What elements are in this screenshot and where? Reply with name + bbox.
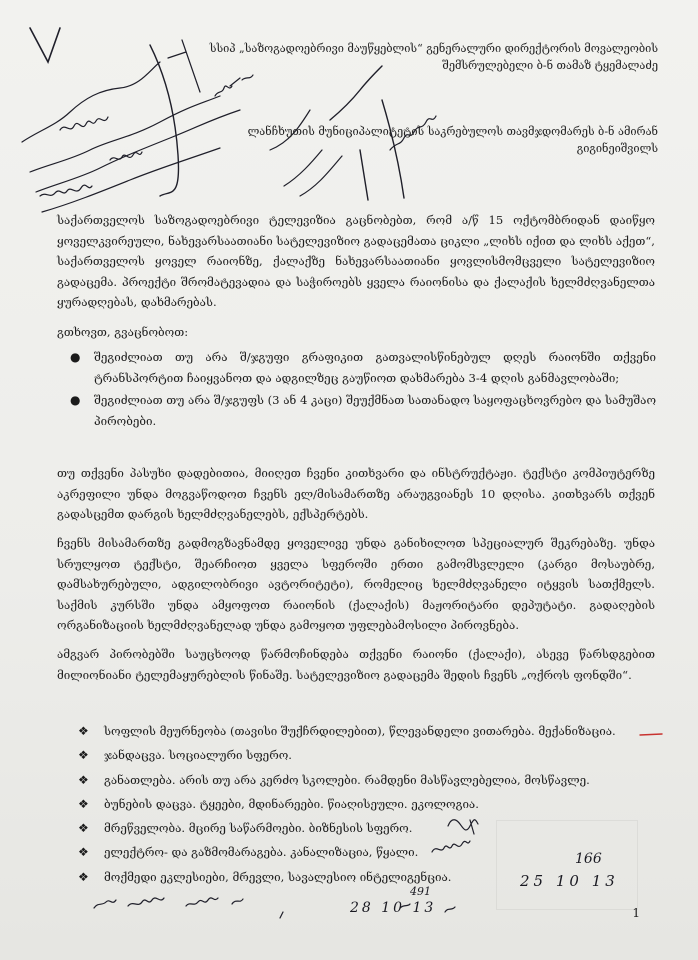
resolution-scribble-3	[40, 185, 92, 196]
resolution-line-3	[36, 110, 240, 192]
diamond-bullet-icon: ❖	[78, 845, 89, 860]
meeting-paragraph: ჩვენს მისამართზე გადმოგზავნამდე ყოველივე უნდა განიხილოთ სპეციალურ შეკრებაზე. უნდა სრულყოთ ტექსტი, შეარჩიოთ ყველა სფეროში ერთი გამომსვლელი (კარგი მოსაუბრე, დამსახურებული, ადგილობრივი ავტორიტეტი), რომელიც ხელმძღვანელი იტყვის სათქმელს. საქმის კურსში უნდა ამყოფოთ რაიონის (ქალაქის) მაჟორიტარი დეპუტატი. გადაღების ორგანიზაციის ხელმძღვანელად უნდა გამოყოთ უფლებამოსილი პიროვნება.	[57, 536, 655, 632]
greeting-line: გთხოვთ, გვაცნობოთ:	[57, 325, 189, 339]
gold-fund-paragraph: ამგვარ პირობებში საუცხოოდ წარმოჩინდება თქვენი რაიონი (ქალაქი), ასევე წარსდგებით მილიონიანი ტელემაყურებლის წინაშე. სატელევიზიო გადაცემა შედის ჩვენს „ოქროს ფონდში“.	[57, 647, 655, 682]
resolution-line-2	[30, 96, 220, 172]
resolution-line-1	[22, 62, 160, 142]
questionnaire-paragraph: თუ თქვენი პასუხი დადებითია, მიიღეთ ჩვენი კითხვარი და ინსტრუქტაჟი. ტექსტი კომპიუტერზე აკრეფილი უნდა მოგვაწოდოთ ჩვენს ელ/მისამართზე არაუგვიანეს 10 დღისა. კითხვარს თქვენ გადასცემთ დარგის ხელმძღვანელებს, ექსპერტებს.	[57, 466, 655, 521]
topic-item: ❖ ჯანდაცვა. სოციალური სფერო.	[78, 745, 638, 769]
bullet-icon: ●	[70, 393, 81, 407]
signature-number: 491	[410, 885, 431, 898]
list-item: ● შეგიძლიათ თუ არა შ/ჯგუფს (3 ან 4 კაცი) შეუქმნათ სათანადო საყოფაცხოვრებო და სამუშაო პირობები.	[64, 390, 656, 431]
topic-item: ❖ მოქმედი ეკლესიები, მრევლი, სავალესიო ინტელიგენცია.	[78, 867, 638, 891]
resolution-scribble-2	[110, 152, 142, 160]
diamond-bullet-icon: ❖	[78, 796, 89, 811]
topic-item: ❖ სოფლის მეურნეობა (თავისი შუქჩრდილებით), წლევანდელი ვითარება. მექანიზაცია.	[78, 721, 638, 745]
topics-list	[78, 721, 638, 891]
middle-signature-2	[330, 66, 382, 120]
date-scribble-top	[215, 75, 253, 96]
red-dash	[640, 734, 662, 735]
check-mark	[30, 28, 60, 62]
diamond-bullet-icon: ❖	[78, 748, 89, 763]
resolution-scribble-1	[60, 117, 108, 130]
addressee-council-chair: ლანჩხუთის მუნიციპალიტეტის საკრებულოს თავმჯდომარეს ბ-ნ ამირან გიგინეიშვილს	[247, 125, 658, 155]
bullet-icon: ●	[70, 350, 81, 364]
list-item: ● შეგიძლიათ თუ არა შ/ჯგუფი გრაფიკით გათვალისწინებულ დღეს რაიონში თქვენი ტრანსპორტით ჩაიყვანოთ და ადგილზეც გაუწიოთ დახმარება 3-4 დღის განმავლობაში;	[64, 347, 656, 388]
diamond-bullet-icon: ❖	[78, 772, 89, 787]
diamond-bullet-icon: ❖	[78, 869, 89, 884]
registration-number: 166	[575, 851, 602, 867]
topic-item: ❖ მრეწველობა. მცირე საწარმოები. ბიზნესის სფერო.	[78, 818, 638, 842]
page-number: 1	[632, 906, 640, 920]
diamond-bullet-icon: ❖	[78, 724, 89, 738]
signature-date: 28 10 13	[350, 900, 437, 916]
topic-item: ❖ განათლება. არის თუ არა კერძო სკოლები. რამდენი მასწავლებელია, მოსწავლე.	[78, 770, 638, 794]
signature-bottom-left	[94, 898, 283, 918]
topic-item: ❖ ბუნების დაცვა. ტყეები, მდინარეები. წიაღისეული. ეკოლოგია.	[78, 794, 638, 818]
request-list	[64, 347, 656, 433]
intro-paragraph: საქართველოს საზოგადოებრივი ტელევიზია გაცნობებთ, რომ ა/წ 15 ოქტომბრიდან დაიწყო ყოველკვირეული, ნახევარსაათიანი სატელევიზიო გადაცემათა ციკლი „ლიხს იქით და ლიხს აქეთ“, საქართველოს ყოველ რაიონზე, ქალაქზე ნახევარსაათიანი ყოვლისმომცველი სატელევიზიო გადაცემა. პროექტი შრომატევადია და საჭიროებს ყველა რაიონისა და ქალაქის ხელმძღვანელთა ყურადღებას, დახმარებას.	[57, 213, 655, 309]
diamond-bullet-icon: ❖	[78, 821, 89, 836]
addressee-director: სსიპ „საზოგადოებრივი მაუწყებლის“ გენერალური დირექტორის მოვალეობის შემსრულებელი ბ-ნ თამაზ ტყემალაძე	[209, 42, 658, 72]
registration-date: 25 10 13	[520, 872, 619, 890]
stroke-mid	[168, 40, 200, 92]
topic-item: ❖ ელექტრო- და გაზმომარაგება. კანალიზაცია, წყალი.	[78, 842, 638, 866]
